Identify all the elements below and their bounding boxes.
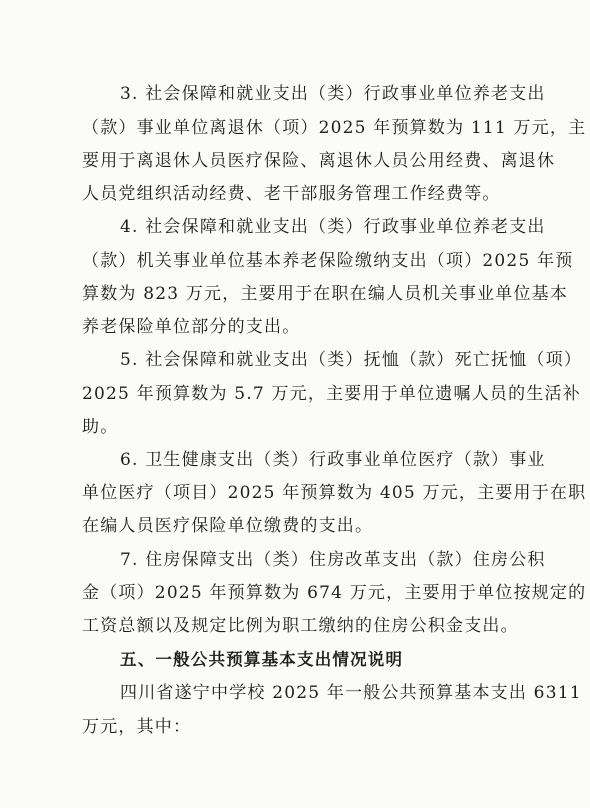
- item-6-line-3: 在编人员医疗保险单位缴费的支出。: [82, 516, 374, 536]
- item-3-line-4: 人员党组织活动经费、老干部服务管理工作经费等。: [82, 184, 501, 204]
- item-7-line-3: 工资总额以及规定比例为职工缴纳的住房公积金支出。: [82, 616, 519, 636]
- item-3-line-3: 要用于离退休人员医疗保险、离退休人员公用经费、离退休: [82, 151, 556, 171]
- item-4-line-1: 4. 社会保障和就业支出（类）行政事业单位养老支出: [120, 217, 546, 237]
- item-5-line-1: 5. 社会保障和就业支出（类）抚恤（款）死亡抚恤（项）: [120, 350, 583, 370]
- section-heading: 五、一般公共预算基本支出情况说明: [120, 650, 404, 669]
- item-3-line-2: （款）事业单位离退休（项）2025 年预算数为 111 万元，主: [82, 118, 587, 138]
- item-7-line-2: 金（项）2025 年预算数为 674 万元，主要用于单位按规定的: [82, 583, 587, 603]
- closing-line-1: 四川省遂宁中学校 2025 年一般公共预算基本支出 6311: [120, 683, 582, 703]
- item-4-line-2: （款）机关事业单位基本养老保险缴纳支出（项）2025 年预: [82, 251, 574, 271]
- item-4-line-3: 算数为 823 万元，主要用于在职在编人员机关事业单位基本: [82, 284, 569, 304]
- item-5-line-3: 助。: [82, 417, 119, 437]
- item-4-line-4: 养老保险单位部分的支出。: [82, 317, 301, 337]
- item-7-line-1: 7. 住房保障支出（类）住房改革支出（款）住房公积: [120, 550, 546, 570]
- item-6-line-1: 6. 卫生健康支出（类）行政事业单位医疗（款）事业: [120, 450, 546, 470]
- item-6-line-2: 单位医疗（项目）2025 年预算数为 405 万元，主要用于在职: [82, 483, 587, 503]
- closing-line-2: 万元，其中：: [82, 717, 192, 737]
- item-5-line-2: 2025 年预算数为 5.7 万元，主要用于单位遗嘱人员的生活补: [82, 384, 581, 404]
- item-3-line-1: 3. 社会保障和就业支出（类）行政事业单位养老支出: [120, 84, 546, 104]
